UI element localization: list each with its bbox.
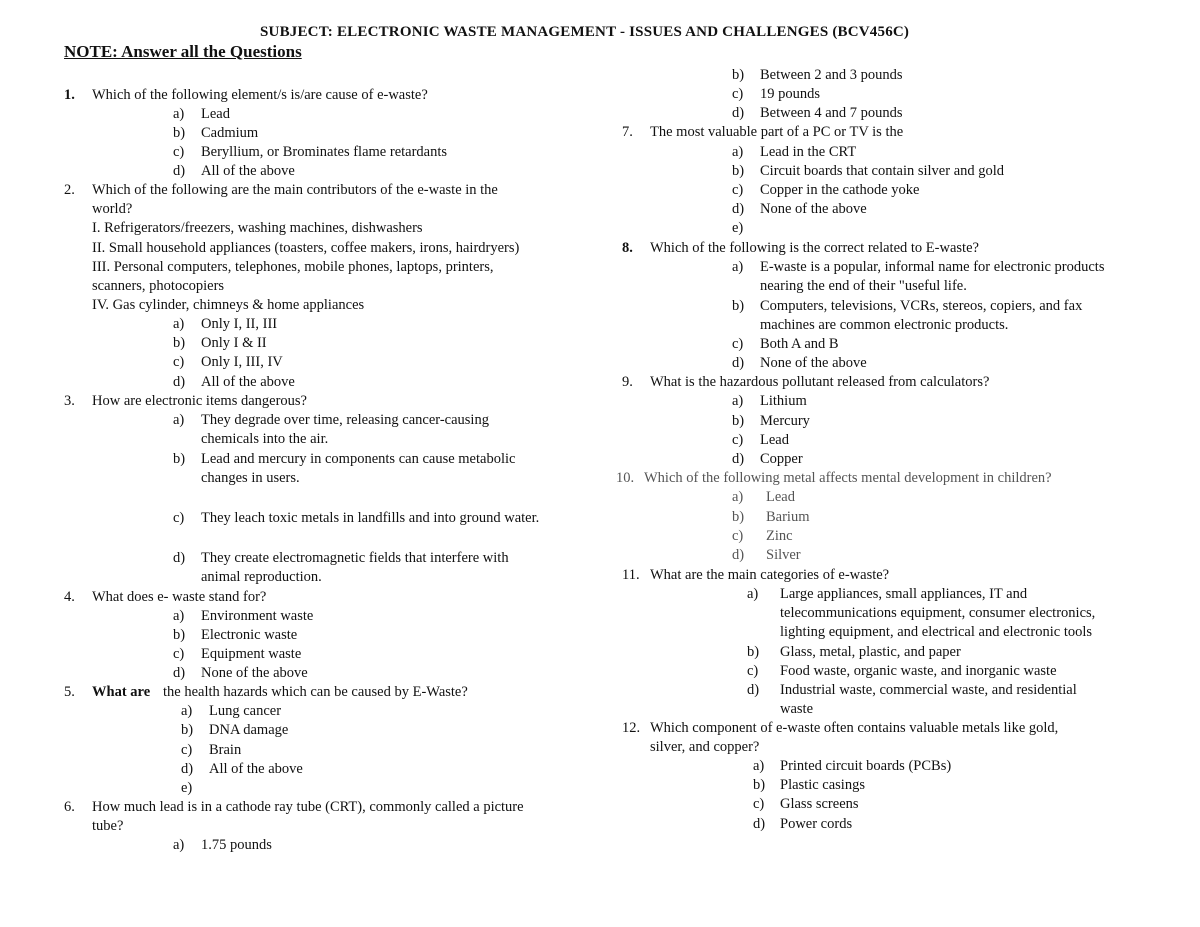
text-line: tube? bbox=[92, 818, 124, 834]
text-line: Between 2 and 3 pounds bbox=[760, 67, 903, 83]
text-line: 10. bbox=[616, 470, 635, 486]
text-line: d) bbox=[732, 355, 745, 371]
text-line: b) bbox=[747, 644, 760, 660]
text-line: Only I & II bbox=[201, 335, 267, 351]
text-line: 2. bbox=[64, 182, 75, 198]
text-line: b) bbox=[732, 163, 745, 179]
text-line: 9. bbox=[622, 374, 633, 390]
text-line: What are the main categories of e-waste? bbox=[650, 567, 890, 583]
text-line: d) bbox=[753, 816, 766, 832]
text-line: Plastic casings bbox=[780, 777, 865, 793]
text-line: d) bbox=[732, 547, 745, 563]
text-line: II. Small household appliances (toasters, coffee makers, irons, hairdryers) bbox=[92, 240, 520, 256]
text-line: c) bbox=[747, 663, 759, 679]
text-line: c) bbox=[173, 646, 185, 662]
text-line: waste bbox=[780, 701, 814, 717]
text-line: Environment waste bbox=[201, 608, 314, 624]
text-line: b) bbox=[173, 627, 186, 643]
text-line: lighting equipment, and electrical and electronic tools bbox=[780, 624, 1093, 640]
text-line: How much lead is in a cathode ray tube (CRT), commonly called a picture bbox=[92, 799, 524, 815]
text-line: b) bbox=[732, 67, 745, 83]
text-line: e) bbox=[732, 220, 744, 236]
text-line: a) bbox=[181, 703, 193, 719]
text-line: a) bbox=[173, 837, 185, 853]
text-line: c) bbox=[732, 86, 744, 102]
text-line: What does e- waste stand for? bbox=[92, 589, 267, 605]
text-line: silver, and copper? bbox=[650, 739, 760, 755]
text-line: Lung cancer bbox=[209, 703, 282, 719]
text-line: Which of the following element/s is/are cause of e-waste? bbox=[92, 87, 428, 103]
text-line: c) bbox=[173, 144, 185, 160]
text-line: b) bbox=[173, 125, 186, 141]
text-line: c) bbox=[732, 336, 744, 352]
text-line: c) bbox=[173, 510, 185, 526]
text-line: All of the above bbox=[201, 374, 295, 390]
text-line: animal reproduction. bbox=[201, 569, 322, 585]
text-line: nearing the end of their "useful life. bbox=[760, 278, 967, 294]
text-line: chemicals into the air. bbox=[201, 431, 329, 447]
text-line: d) bbox=[173, 374, 186, 390]
text-line: E-waste is a popular, informal name for electronic products bbox=[760, 259, 1105, 275]
text-line: Industrial waste, commercial waste, and residential bbox=[780, 682, 1077, 698]
text-line: Power cords bbox=[780, 816, 853, 832]
text-line: III. Personal computers, telephones, mobile phones, laptops, printers, bbox=[92, 259, 494, 275]
text-line: Food waste, organic waste, and inorganic waste bbox=[780, 663, 1057, 679]
text-line: None of the above bbox=[760, 201, 867, 217]
text-line: Barium bbox=[766, 509, 810, 525]
text-line: c) bbox=[732, 182, 744, 198]
text-line: the health hazards which can be caused by E-Waste? bbox=[163, 684, 468, 700]
text-line: Lead bbox=[766, 489, 795, 505]
text-line: b) bbox=[732, 509, 745, 525]
text-line: 3. bbox=[64, 393, 75, 409]
text-line: Only I, III, IV bbox=[201, 354, 283, 370]
text-line: Copper bbox=[760, 451, 803, 467]
text-line: a) bbox=[732, 489, 744, 505]
text-line: Equipment waste bbox=[201, 646, 302, 662]
text-line: None of the above bbox=[201, 665, 308, 681]
text-line: 7. bbox=[622, 124, 633, 140]
page-title: SUBJECT: ELECTRONIC WASTE MANAGEMENT - ISSUES AND CHALLENGES (BCV456C) bbox=[260, 24, 910, 40]
text-line: Which of the following is the correct related to E-waste? bbox=[650, 240, 979, 256]
text-line: d) bbox=[732, 105, 745, 121]
text-line: changes in users. bbox=[201, 470, 300, 486]
text-line: Only I, II, III bbox=[201, 316, 278, 332]
text-line: 6. bbox=[64, 799, 75, 815]
text-line: c) bbox=[173, 354, 185, 370]
text-line: None of the above bbox=[760, 355, 867, 371]
text-line: What are bbox=[92, 684, 151, 700]
text-line: d) bbox=[732, 451, 745, 467]
text-line: Silver bbox=[766, 547, 801, 563]
text-line: d) bbox=[747, 682, 760, 698]
text-line: The most valuable part of a PC or TV is the bbox=[650, 124, 904, 140]
text-line: c) bbox=[732, 432, 744, 448]
text-line: Both A and B bbox=[760, 336, 839, 352]
text-line: Lithium bbox=[760, 393, 807, 409]
text-line: b) bbox=[173, 335, 186, 351]
text-line: Lead in the CRT bbox=[760, 144, 857, 160]
text-line: Which of the following metal affects mental development in children? bbox=[644, 470, 1052, 486]
text-line: 12. bbox=[622, 720, 641, 736]
text-line: 19 pounds bbox=[760, 86, 821, 102]
text-line: d) bbox=[732, 201, 745, 217]
text-line: How are electronic items dangerous? bbox=[92, 393, 307, 409]
text-line: Which component of e-waste often contains valuable metals like gold, bbox=[650, 720, 1059, 736]
text-line: 1. bbox=[64, 87, 75, 103]
text-line: Zinc bbox=[766, 528, 793, 544]
text-line: a) bbox=[753, 758, 765, 774]
text-line: Large appliances, small appliances, IT and bbox=[780, 586, 1028, 602]
text-line: c) bbox=[753, 796, 765, 812]
text-line: Mercury bbox=[760, 413, 810, 429]
text-line: They leach toxic metals in landfills and into ground water. bbox=[201, 510, 540, 526]
text-line: 11. bbox=[622, 567, 640, 583]
text-line: Circuit boards that contain silver and gold bbox=[760, 163, 1005, 179]
text-line: Electronic waste bbox=[201, 627, 298, 643]
text-line: b) bbox=[753, 777, 766, 793]
text-line: DNA damage bbox=[209, 722, 289, 738]
text-line: b) bbox=[732, 298, 745, 314]
text-line: a) bbox=[173, 106, 185, 122]
text-line: d) bbox=[173, 550, 186, 566]
text-line: Which of the following are the main contributors of the e-waste in the bbox=[92, 182, 498, 198]
text-line: a) bbox=[732, 144, 744, 160]
text-line: a) bbox=[732, 259, 744, 275]
text-line: I. Refrigerators/freezers, washing machines, dishwashers bbox=[92, 220, 423, 236]
text-line: Lead bbox=[760, 432, 789, 448]
text-line: Glass screens bbox=[780, 796, 859, 812]
text-line: Lead and mercury in components can cause metabolic bbox=[201, 451, 516, 467]
text-line: Cadmium bbox=[201, 125, 259, 141]
text-line: telecommunications equipment, consumer electronics, bbox=[780, 605, 1096, 621]
text-line: 8. bbox=[622, 240, 633, 256]
text-line: Glass, metal, plastic, and paper bbox=[780, 644, 961, 660]
text-line: Lead bbox=[201, 106, 230, 122]
text-line: Brain bbox=[209, 742, 242, 758]
text-line: All of the above bbox=[209, 761, 303, 777]
text-line: a) bbox=[173, 608, 185, 624]
text-line: world? bbox=[92, 201, 133, 217]
instruction-note: NOTE: Answer all the Questions bbox=[64, 42, 302, 61]
text-line: d) bbox=[173, 665, 186, 681]
text-line: Between 4 and 7 pounds bbox=[760, 105, 903, 121]
text-line: Computers, televisions, VCRs, stereos, copiers, and fax bbox=[760, 298, 1083, 314]
text-line: a) bbox=[173, 316, 185, 332]
text-line: d) bbox=[181, 761, 194, 777]
text-line: IV. Gas cylinder, chimneys & home appliances bbox=[92, 297, 365, 313]
text-line: They create electromagnetic fields that interfere with bbox=[201, 550, 509, 566]
text-line: 4. bbox=[64, 589, 75, 605]
text-line: b) bbox=[181, 722, 194, 738]
text-line: 1.75 pounds bbox=[201, 837, 272, 853]
text-line: Printed circuit boards (PCBs) bbox=[780, 758, 952, 774]
text-line: c) bbox=[732, 528, 744, 544]
text-line: All of the above bbox=[201, 163, 295, 179]
text-line: d) bbox=[173, 163, 186, 179]
text-line: b) bbox=[732, 413, 745, 429]
text-line: Copper in the cathode yoke bbox=[760, 182, 920, 198]
text-line: e) bbox=[181, 780, 193, 796]
text-line: a) bbox=[732, 393, 744, 409]
text-line: machines are common electronic products. bbox=[760, 317, 1009, 333]
text-line: 5. bbox=[64, 684, 75, 700]
text-line: scanners, photocopiers bbox=[92, 278, 225, 294]
text-line: b) bbox=[173, 451, 186, 467]
text-line: Beryllium, or Brominates flame retardants bbox=[201, 144, 448, 160]
text-line: a) bbox=[747, 586, 759, 602]
text-line: They degrade over time, releasing cancer-causing bbox=[201, 412, 489, 428]
text-line: c) bbox=[181, 742, 193, 758]
text-line: a) bbox=[173, 412, 185, 428]
text-line: What is the hazardous pollutant released from calculators? bbox=[650, 374, 990, 390]
